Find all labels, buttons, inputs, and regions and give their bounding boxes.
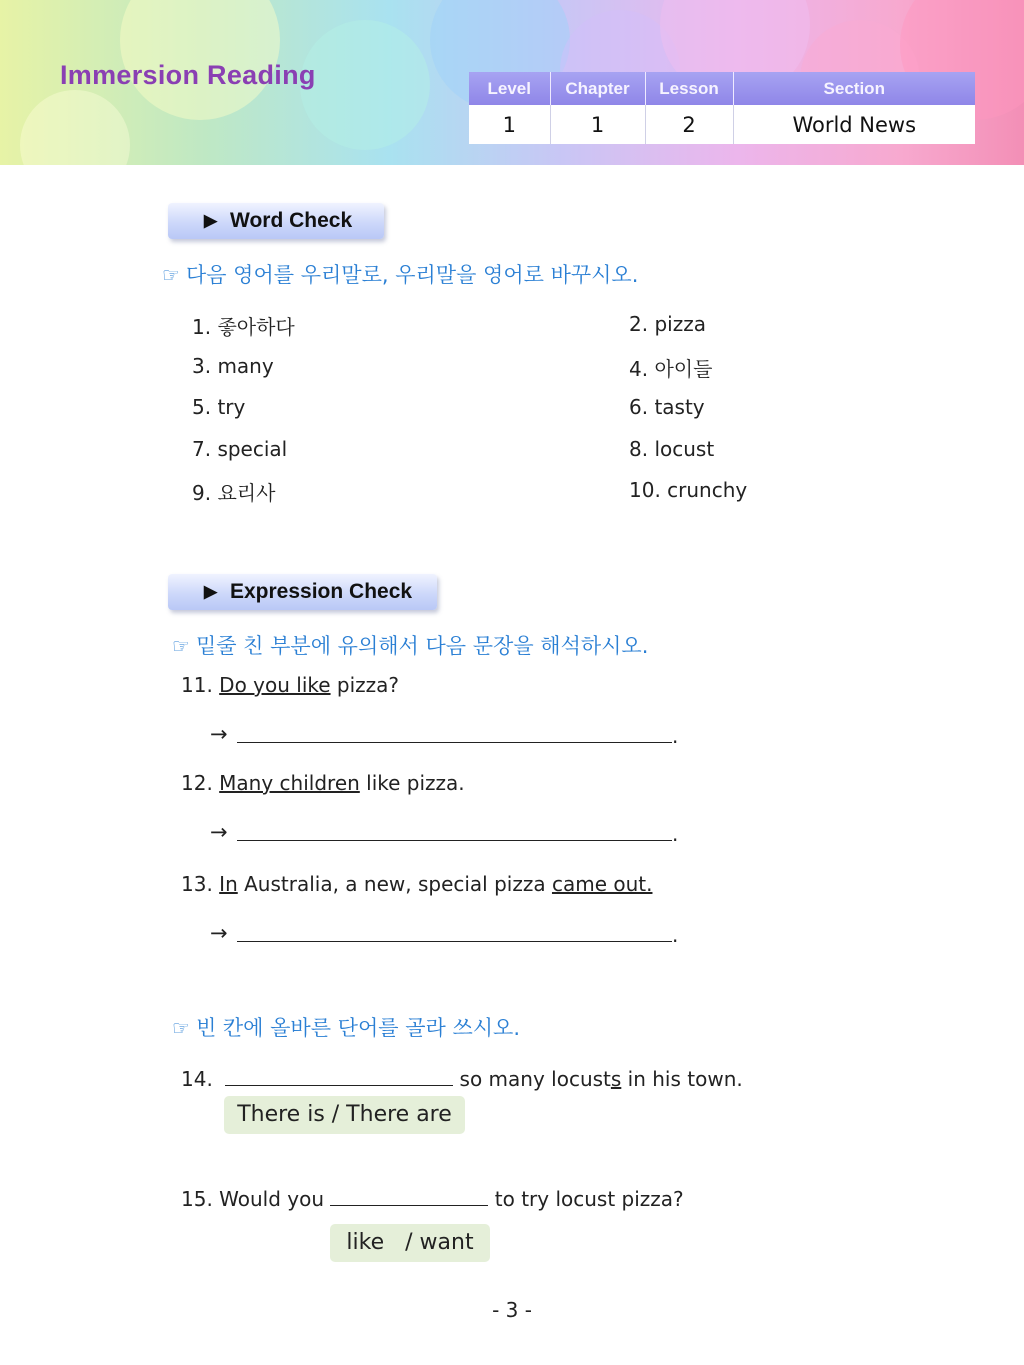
play-triangle-icon: ▶ <box>204 211 218 230</box>
lesson-value: 2 <box>645 105 733 144</box>
question-text: pizza? <box>330 673 400 697</box>
expression-check-label <box>168 574 437 610</box>
question-number: 11. <box>181 673 213 697</box>
word-item: 9. 요리사 <box>192 481 276 505</box>
lesson-header: Lesson <box>645 72 733 105</box>
underlined-phrase: s <box>610 1067 622 1091</box>
question-number: 14. <box>181 1067 213 1091</box>
answer-line-11[interactable] <box>237 742 672 743</box>
word-item: 1. 좋아하다 <box>192 315 295 339</box>
word-item: 4. 아이들 <box>629 357 713 381</box>
fill-blank-instruction-text: 빈 칸에 올바른 단어를 골라 쓰시오. <box>195 1016 520 1040</box>
question-15 <box>181 1187 684 1211</box>
answer-line-13[interactable] <box>237 941 672 942</box>
question-14 <box>181 1067 743 1091</box>
section-header: Section <box>733 72 975 105</box>
word-item: 10. crunchy <box>629 478 748 502</box>
fill-blank-instruction <box>172 1012 520 1042</box>
underlined-phrase: In <box>219 872 238 896</box>
question-12 <box>181 771 465 795</box>
word-check-label-text: Word Check <box>230 209 353 232</box>
decor-bubble <box>20 90 130 165</box>
word-check-instruction <box>162 259 638 289</box>
word-item: 6. tasty <box>629 395 705 419</box>
lesson-info-table <box>469 72 975 144</box>
level-value: 1 <box>469 105 550 144</box>
blank-15[interactable] <box>330 1189 488 1206</box>
underlined-phrase: Do you like <box>219 673 331 697</box>
decor-bubble <box>300 20 430 150</box>
play-triangle-icon: ▶ <box>204 582 218 601</box>
chapter-header: Chapter <box>550 72 645 105</box>
level-header: Level <box>469 72 550 105</box>
question-11 <box>181 673 399 697</box>
right-arrow-icon: → <box>210 820 228 844</box>
page-number: - 3 - <box>492 1298 532 1322</box>
section-value: World News <box>733 105 975 144</box>
period: . <box>672 724 679 748</box>
question-text: like pizza. <box>359 771 465 795</box>
pointing-hand-icon: ☞ <box>172 634 190 658</box>
answer-line-12[interactable] <box>237 840 672 841</box>
question-number: 13. <box>181 872 213 896</box>
underlined-phrase: Many children <box>219 771 360 795</box>
word-item: 3. many <box>192 354 274 378</box>
pointing-hand-icon: ☞ <box>162 263 180 287</box>
word-item: 7. special <box>192 437 288 461</box>
question-13 <box>181 872 652 896</box>
pointing-hand-icon: ☞ <box>172 1016 190 1040</box>
app-title: Immersion Reading <box>60 60 316 90</box>
word-check-label <box>168 203 384 239</box>
question-text: to try locust pizza? <box>488 1187 684 1211</box>
choice-box-14: There is / There are <box>224 1096 465 1134</box>
question-number: 12. <box>181 771 213 795</box>
underlined-phrase: came out. <box>551 872 653 896</box>
period: . <box>672 923 679 947</box>
expression-check-instruction <box>172 630 648 660</box>
expression-check-label-text: Expression Check <box>230 580 413 603</box>
word-item: 2. pizza <box>629 312 706 336</box>
choice-box-15: like / want <box>330 1224 490 1262</box>
question-text: in his town. <box>621 1067 743 1091</box>
word-item: 5. try <box>192 395 246 419</box>
header-banner <box>0 0 1024 165</box>
expression-check-instruction-text: 밑줄 친 부분에 유의해서 다음 문장을 해석하시오. <box>195 634 649 658</box>
right-arrow-icon: → <box>210 921 228 945</box>
question-text: 15. Would you <box>181 1187 331 1211</box>
question-text: so many locust <box>453 1067 611 1091</box>
blank-14[interactable] <box>225 1069 453 1086</box>
chapter-value: 1 <box>550 105 645 144</box>
period: . <box>672 822 679 846</box>
right-arrow-icon: → <box>210 722 228 746</box>
word-item: 8. locust <box>629 437 715 461</box>
word-check-instruction-text: 다음 영어를 우리말로, 우리말을 영어로 바꾸시오. <box>185 263 639 287</box>
question-text: Australia, a new, special pizza <box>237 872 552 896</box>
